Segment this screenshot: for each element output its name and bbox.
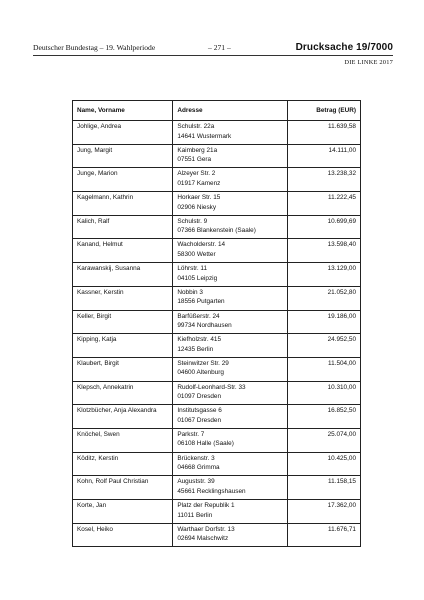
- address-street: Alzeyer Str. 2: [177, 170, 216, 178]
- cell-name: Kassner, Kerstin: [73, 286, 173, 310]
- cell-amount: 11.504,00: [287, 357, 360, 381]
- table-row: [73, 263, 361, 287]
- cell-address: [173, 357, 287, 381]
- cell-name: Johlige, Andrea: [73, 121, 173, 145]
- address-street: Schulstr. 9: [177, 217, 208, 225]
- address-city: 01067 Dresden: [177, 416, 222, 424]
- address-city: 07366 Blankenstein (Saale): [177, 227, 256, 235]
- cell-address: [173, 381, 287, 405]
- cell-amount: 13.598,40: [287, 239, 360, 263]
- cell-name: Kohn, Rolf Paul Christian: [73, 476, 173, 500]
- address-city: 58300 Wetter: [177, 250, 216, 258]
- cell-amount: 14.111,00: [287, 144, 360, 168]
- address-street: Horkaer Str. 15: [177, 194, 221, 202]
- cell-address: [173, 310, 287, 334]
- address-city: 06108 Halle (Saale): [177, 440, 234, 448]
- table-row: [73, 192, 361, 216]
- column-header-address: Adresse: [173, 101, 287, 121]
- column-header-amount: Betrag (EUR): [287, 101, 360, 121]
- cell-amount: 10.699,69: [287, 215, 360, 239]
- cell-amount: 13.238,32: [287, 168, 360, 192]
- cell-name: Keller, Birgit: [73, 310, 173, 334]
- table-row: [73, 476, 361, 500]
- table-header-row: [73, 101, 361, 121]
- table-row: [73, 500, 361, 524]
- address-street: Parkstr. 7: [177, 430, 205, 438]
- address-city: 45661 Recklingshausen: [177, 487, 246, 495]
- section-label: DIE LINKE 2017: [344, 59, 393, 66]
- address-city: 02906 Niesky: [177, 203, 217, 211]
- cell-name: Klepsch, Annekatrin: [73, 381, 173, 405]
- cell-address: [173, 452, 287, 476]
- cell-address: [173, 523, 287, 547]
- cell-amount: 16.852,50: [287, 405, 360, 429]
- address-street: Wacholderstr. 14: [177, 241, 226, 249]
- cell-name: Junge, Marion: [73, 168, 173, 192]
- cell-name: Kagelmann, Kathrin: [73, 192, 173, 216]
- address-city: 14641 Wustermark: [177, 132, 232, 140]
- cell-address: [173, 192, 287, 216]
- cell-address: [173, 239, 287, 263]
- table-row: [73, 357, 361, 381]
- cell-amount: 24.952,50: [287, 334, 360, 358]
- cell-amount: 11.158,15: [287, 476, 360, 500]
- cell-address: [173, 215, 287, 239]
- document-number: [296, 41, 393, 55]
- cell-address: [173, 500, 287, 524]
- table-row: [73, 405, 361, 429]
- cell-name: Köditz, Kerstin: [73, 452, 173, 476]
- column-header-name: Name, Vorname: [73, 101, 173, 121]
- address-street: Steinwitzer Str. 29: [177, 359, 229, 367]
- page-number: – 271 –: [208, 43, 231, 52]
- table-row: [73, 121, 361, 145]
- cell-name: Kipping, Katja: [73, 334, 173, 358]
- cell-amount: 21.052,80: [287, 286, 360, 310]
- cell-name: Korte, Jan: [73, 500, 173, 524]
- address-street: Institutsgasse 6: [177, 407, 222, 415]
- cell-amount: 10.425,00: [287, 452, 360, 476]
- table-row: [73, 168, 361, 192]
- address-city: 02694 Malschwitz: [177, 535, 229, 543]
- table-row: [73, 310, 361, 334]
- cell-address: [173, 286, 287, 310]
- cell-address: [173, 121, 287, 145]
- address-street: Auguststr. 39: [177, 478, 215, 486]
- document-prefix: Drucksache 19/: [295, 42, 371, 53]
- address-city: 07551 Gera: [177, 156, 212, 164]
- address-street: Kiefholzstr. 415: [177, 336, 222, 344]
- cell-address: [173, 263, 287, 287]
- address-street: Schulstr. 22a: [177, 123, 215, 130]
- page-header: [33, 41, 393, 55]
- address-city: 01097 Dresden: [177, 393, 222, 401]
- address-city: 99734 Nordhausen: [177, 322, 232, 329]
- cell-amount: 13.129,00: [287, 263, 360, 287]
- parliament-label: Deutscher Bundestag – 19. Wahlperiode: [33, 43, 156, 52]
- address-city: 04105 Leipzig: [177, 274, 218, 282]
- table-body: [73, 121, 361, 547]
- address-city: 04600 Altenburg: [177, 369, 224, 377]
- table-row: [73, 144, 361, 168]
- table-row: [73, 428, 361, 452]
- address-street: Kaimberg 21a: [177, 146, 218, 154]
- cell-address: [173, 405, 287, 429]
- address-city: 04668 Grimma: [177, 464, 220, 472]
- cell-name: Klaubert, Birgit: [73, 357, 173, 381]
- document-id: 7000: [370, 42, 393, 53]
- cell-address: [173, 428, 287, 452]
- address-city: 01917 Kamenz: [177, 179, 221, 187]
- cell-address: [173, 476, 287, 500]
- cell-name: Klotzbücher, Anja Alexandra: [73, 405, 173, 429]
- address-street: Nobbin 3: [177, 288, 203, 296]
- table-row: [73, 215, 361, 239]
- address-city: 11011 Berlin: [177, 511, 213, 519]
- address-street: Warthaer Dorfstr. 13: [177, 525, 235, 533]
- table-row: [73, 523, 361, 547]
- cell-name: Kalich, Ralf: [73, 215, 173, 239]
- address-city: 12435 Berlin: [177, 345, 214, 353]
- cell-amount: 11.639,58: [287, 121, 360, 145]
- header-divider: [33, 55, 393, 56]
- table-row: [73, 334, 361, 358]
- table-row: [73, 239, 361, 263]
- cell-address: [173, 168, 287, 192]
- table-row: [73, 452, 361, 476]
- cell-name: Karawanskij, Susanna: [73, 263, 173, 287]
- cell-name: Kosel, Heiko: [73, 523, 173, 547]
- address-street: Platz der Republik 1: [177, 502, 235, 509]
- cell-amount: 11.676,71: [287, 523, 360, 547]
- table-row: [73, 286, 361, 310]
- cell-amount: 10.310,00: [287, 381, 360, 405]
- cell-address: [173, 144, 287, 168]
- address-street: Barfüßerstr. 24: [177, 312, 220, 320]
- cell-amount: 17.362,00: [287, 500, 360, 524]
- cell-name: Jung, Margit: [73, 144, 173, 168]
- address-city: 18556 Putgarten: [177, 298, 225, 306]
- cell-name: Knöchel, Swen: [73, 428, 173, 452]
- cell-amount: 19.186,00: [287, 310, 360, 334]
- cell-address: [173, 334, 287, 358]
- cell-amount: 11.222,45: [287, 192, 360, 216]
- address-street: Brückenstr. 3: [177, 454, 215, 462]
- address-street: Löhrstr. 11: [177, 265, 208, 273]
- cell-amount: 25.074,00: [287, 428, 360, 452]
- donations-table: [72, 100, 361, 547]
- table-row: [73, 381, 361, 405]
- cell-name: Kanand, Helmut: [73, 239, 173, 263]
- address-street: Rudolf-Leonhard-Str. 33: [177, 383, 246, 391]
